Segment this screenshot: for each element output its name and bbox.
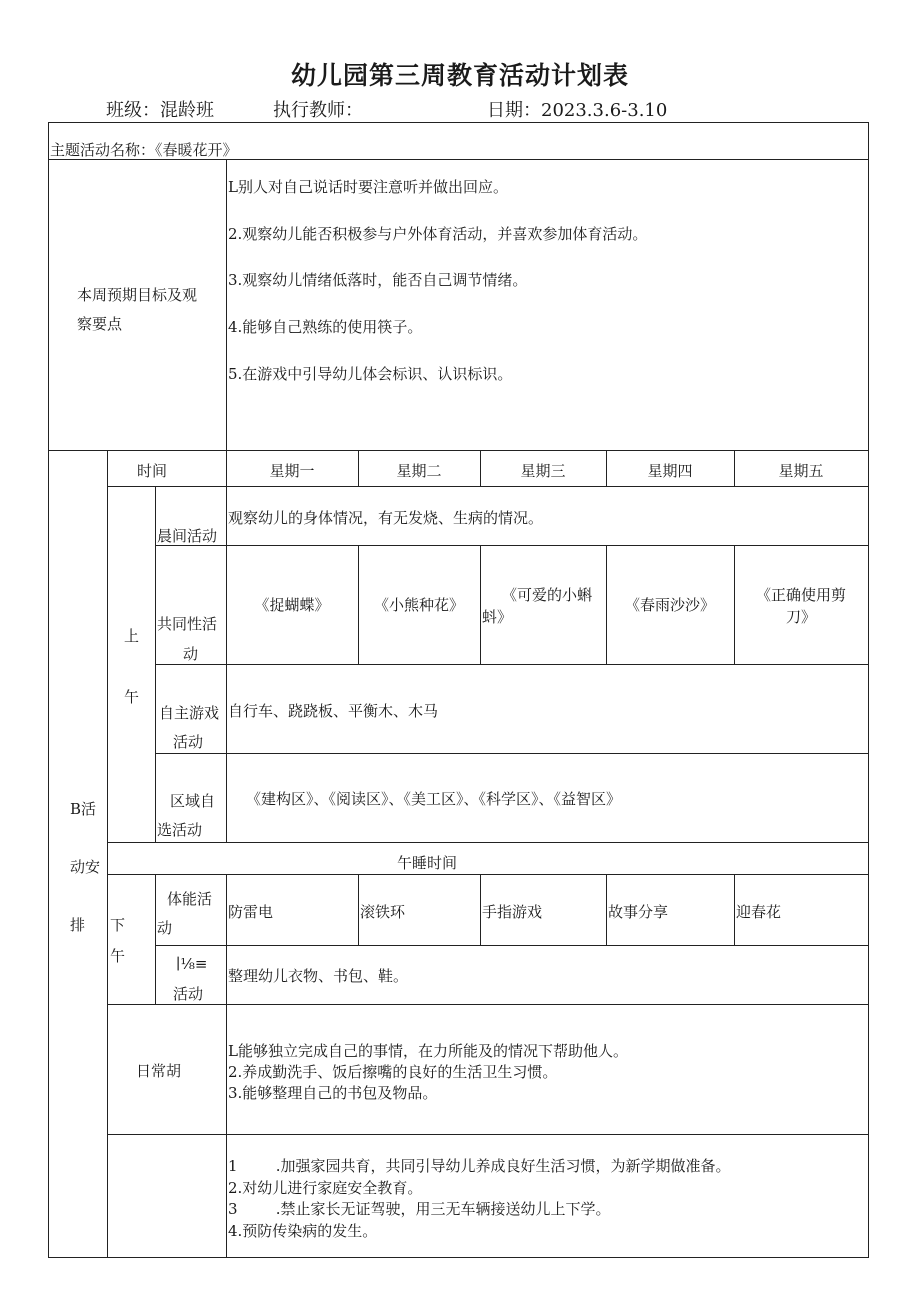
- goal-item-5: 5.在游戏中引导幼儿体会标识、认识标识。: [228, 365, 513, 383]
- goal-item-3: 3.观察幼儿情绪低落时，能否自己调节情绪。: [228, 271, 528, 289]
- teacher-label: 执行教师：: [273, 100, 363, 121]
- family-item-4: 4.预防传染病的发生。: [228, 1222, 378, 1240]
- page-title: 幼儿园第三周教育活动计划表: [290, 61, 629, 90]
- afternoon-label-2: 午: [110, 947, 126, 965]
- free-play-label-1: 自主游戏: [159, 704, 220, 722]
- morning-activity-label: 晨间活动: [157, 527, 218, 545]
- free-play-content: 自行车、跷跷板、平衡木、木马: [228, 702, 439, 720]
- goals-heading-1: 本周预期目标及观: [77, 286, 198, 304]
- morning-label-1: 上: [124, 627, 140, 645]
- common-activity-tue: 《小熊种花》: [373, 596, 464, 614]
- other-activity-content: 整理幼儿衣物、书包、鞋。: [228, 967, 409, 985]
- goal-item-1: L别人对自己说话时要注意听并做出回应。: [228, 178, 508, 196]
- daily-label: 日常胡: [136, 1062, 182, 1080]
- daily-item-3: 3.能够整理自己的书包及物品。: [228, 1084, 438, 1102]
- morning-label-2: 午: [124, 688, 140, 706]
- nap-time: 午睡时间: [396, 854, 457, 872]
- common-activity-label-1: 共同性活: [157, 615, 218, 633]
- day-header-fri: 星期五: [778, 462, 824, 480]
- family-item-2: 2.对幼儿进行家庭安全教育。: [228, 1179, 423, 1197]
- schedule-section-label-3: 排: [70, 916, 86, 934]
- day-header-wed: 星期三: [520, 462, 566, 480]
- family-item-3: 3 .禁止家长无证驾驶，用三无车辆接送幼儿上下学。: [228, 1200, 611, 1218]
- morning-activity-content: 观察幼儿的身体情况，有无发烧、生病的情况。: [228, 509, 544, 527]
- other-activity-label-2: 活动: [173, 985, 204, 1003]
- day-header-tue: 星期二: [396, 462, 442, 480]
- pe-activity-fri: 迎春花: [736, 903, 782, 921]
- time-header: 时间: [136, 462, 167, 480]
- common-activity-wed-line2: 蚪》: [482, 608, 513, 626]
- theme-label: 主题活动名称：《春暖花开》: [50, 141, 238, 159]
- schedule-section-label-1: B活: [70, 800, 97, 818]
- pe-activity-thu: 故事分享: [608, 903, 669, 921]
- other-activity-label-1: ∣⅛≡: [176, 955, 208, 973]
- area-activity-content: 《建构区》、《阅读区》、《美工区》、《科学区》、《益智区》: [246, 790, 622, 808]
- free-play-label-2: 活动: [173, 733, 204, 751]
- day-header-mon: 星期一: [269, 462, 315, 480]
- goal-item-4: 4.能够自己熟练的使用筷子。: [228, 318, 423, 336]
- goals-heading-2: 察要点: [77, 315, 123, 333]
- pe-activity-label-1: 体能活: [167, 890, 213, 908]
- schedule-section-label-2: 动安: [70, 858, 101, 876]
- pe-activity-mon: 防雷电: [228, 903, 274, 921]
- common-activity-mon: 《捉蝴蝶》: [254, 596, 330, 614]
- family-item-1: 1 .加强家园共育，共同引导幼儿养成良好生活习惯，为新学期做准备。: [228, 1157, 731, 1175]
- daily-item-2: 2.养成勤洗手、饭后擦嘴的良好的生活卫生习惯。: [228, 1063, 558, 1081]
- area-activity-label-2: 选活动: [157, 821, 203, 839]
- common-activity-wed: 《可爱的小蝌: [502, 586, 593, 604]
- pe-activity-label-2: 动: [157, 919, 173, 937]
- area-activity-label-1: 区域自: [170, 792, 216, 810]
- common-activity-thu: 《春雨沙沙》: [624, 596, 715, 614]
- pe-activity-wed: 手指游戏: [482, 903, 543, 921]
- afternoon-label-1: 下: [110, 916, 126, 934]
- class-label: 班级：混龄班: [106, 100, 214, 121]
- goal-item-2: 2.观察幼儿能否积极参与户外体育活动，并喜欢参加体育活动。: [228, 225, 648, 243]
- date-label: 日期：2023.3.6-3.10: [487, 100, 668, 121]
- daily-item-1: L能够独立完成自己的事情，在力所能及的情况下帮助他人。: [228, 1042, 628, 1060]
- pe-activity-tue: 滚铁环: [360, 903, 406, 921]
- common-activity-label-2: 动: [183, 645, 199, 663]
- common-activity-fri: 《正确使用剪 刀》: [755, 586, 846, 626]
- day-header-thu: 星期四: [647, 462, 693, 480]
